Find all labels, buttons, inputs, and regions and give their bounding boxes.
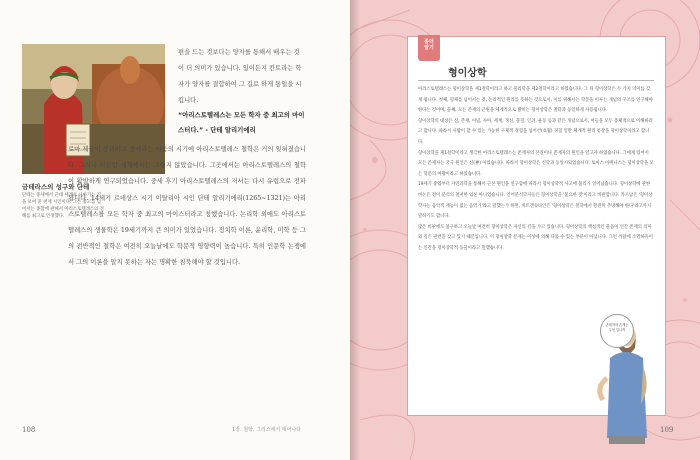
speech-bubble-text: 존재자의 존재는 무엇 입니까 [605,323,629,332]
body-text-top: 편을 드는 것보다는 양자를 통해서 배우는 것이 더 의미가 있습니다. 일이든지 칸트라는 학자가 양자를 결합하여 그 길로 하게 통일을 시킵니다. [178,49,302,104]
body-text-main: 로마 제국이 붕괴하고 중세라는 어둠의 시기에 아리스토텔레스 철학은 거의 잊혀졌습니다. 그러나 이슬람 세계에서는 그렇지 않았습니다. 그곳에서는 아리스토텔레스의 철학이 활발하게 연구되었습니다. 중세 후기 아리스토텔레스의 저서는 다시 유럽으로 전파됩니다. 14세기 르네상스 시기 이탈리아 시인 단테 알리기에리(1265~1321)는 아리스토텔레스를 모든 학자 중 최고의 마이스터라고 칭했습니다. 논리학 외에도 아리스토텔레스의 생물학은 19세기까지 큰 의미가 있었습니다. 정치학 이론, 윤리학, 미학 등 그의 전반적인 철학은 여전히 오늘날에도 학문적 영향력이 높습니다. 특히 인문학 논쟁에서 그의 이론을 알지 못하는 자는 명확한 침묵해야 할 것입니다. [68,146,306,267]
info-box-tab-label: 좀더 알기 [424,39,434,51]
info-paragraph: 아리스토텔레스는 형이상학을 제1철학이라고 하고 물리학을 제2철학이라고 하였습니다. 그 뒤 형이상학은 두 가지 의미를 갖게 됩니다. 첫째, 형체를 넘어서는 것, 논리적인 원리를 뜻하는 것으로서, 이를 위해서는 학문을 이루는 개념의 구조를 연구해야 한다는 것이며, 둘째, 모든 존재의 근원을 체계적으로 밝히는 형이상학은 철학과 동일하게 사용됩니다. [418,87,653,114]
page-number-right: 109 [660,426,674,434]
dante-quote: “아리스토텔레스는 모든 학자 중 최고의 마이스터다.” - 단테 알리기에리 [178,111,305,134]
info-paragraph: 많은 비판에도 불구하고 오늘날 여전히 형이상학은 자신의 길을 가고 있습니다. 형이상학의 핵심적인 물음이 인간 존재의 의미와 깊은 관련을 갖고 있기 때문입니다. 이 형이상학 문제는 이성에 의해 다룰 수 있는 부분이 아닙니다. 그런 까닭에 소멸하유이는 인간을 형이상학적 동물이라고 말했습니다. [418,224,653,251]
info-paragraph: 형이상학을 제1철학이라고 생각한 아리스토텔레스는 존재자의 본질이나 존재자의 원인을 알고자 하였습니다. 그에게 있어서 모든 존재자는 궁극 원인은 신(神) 이었습니다. 따라서 형이상학은 신학과 동일시되었습니다. 토마스 아퀴나스는 형이상학을 모든 학문의 여왕이라고 하였습니다. [418,150,654,177]
info-box-title: 형이상학 [448,68,487,79]
info-box-divider [418,80,654,81]
page-number-left: 108 [22,426,36,434]
info-paragraph: 형이상학의 대상은 신, 존재, 이념, 자아, 세계, 정신, 물질, 인과, 운동 등과 같은 개념으로서, 이들을 모두 총체적으로 이해하려고 합니다. 따라서 사람이 할 수 있는 가능한 구체적 경험을 넘어선(초월) 경험 일반 체계적 원리 통찰을 형이상학이라고 합니다. [418,118,653,145]
running-title: 1장. 철학, 그리스에서 태어나다 [232,427,302,433]
figure-title: 금테라스의 성구와 단테 [22,183,90,191]
page-gutter [350,0,360,460]
info-box-body [418,85,654,255]
speech-bubble [600,314,634,348]
info-box-tab [418,35,440,61]
figure-caption: 단테는 중세에서 근대 세계로 나아가는 길을 보여 준 천재 시인이다. 그는 중고를 넘어서는 종합에 관해서 아리스토텔레스의 견해를 최고로 인정했다. [22,193,104,219]
info-paragraph: 19세기 중엽부터 자연과학을 통해서 근본 원인을 연구함에 따라서 형이상학적 사고에 불리가 일어났습니다. 형이상학에 관한 비논은 전이 분석의 철저한 입론 아니었습니다. 언어분석학자들은 형이상학을 '불요한 것'이라고 비판합니다. 카르납은 '형이상학자는 음악적 재능이 없는 음악가'라고 말했는가 하면, 비트겐슈타인은 '형이상학은 철학에서 완전히 추방해야 한다'라고까지 말하기도 합니다. [418,182,653,220]
